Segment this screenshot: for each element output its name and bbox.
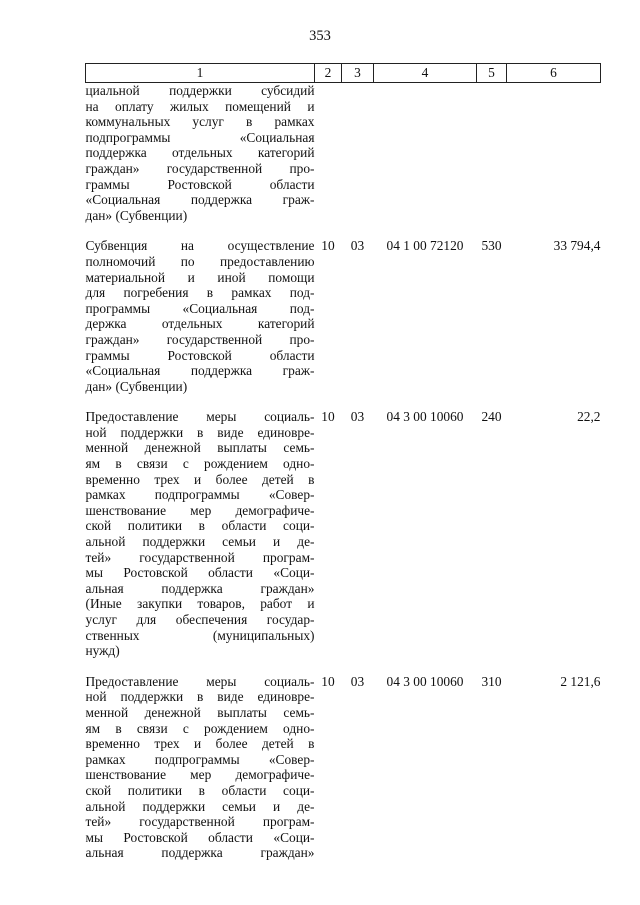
description-line: ям в связи с рождением одно- [85,720,315,736]
row-subsection-code: 03 [350,409,365,425]
description-line: поддержка отдельных категорий [85,145,315,161]
description-line: полномочий по предоставлению [85,253,315,269]
description-line: альной поддержки семьи и де- [85,534,315,550]
description-line: подпрограммы «Социальная [85,129,315,145]
table-row [86,394,601,659]
row-amount: 22,2 [577,409,601,425]
row-expense-type: 530 [481,238,502,254]
column-header-3: 3 [342,64,374,83]
description-line: ной поддержки в виде единовре- [85,424,315,440]
table-row [86,659,601,861]
description-line: материальной и иной помощи [85,269,315,285]
table-row [86,83,601,224]
row-expense-type: 310 [481,673,502,689]
row-target-article: 04 3 00 10060 [386,409,464,425]
column-header-4: 4 [374,64,477,83]
column-header-1: 1 [86,64,315,83]
row-section-code: 10 [321,409,335,425]
row-description [86,83,315,224]
description-line: Субвенция на осуществление [85,238,315,254]
description-line: ям в связи с рождением одно- [85,456,315,472]
description-line: циальной поддержки субсидий [85,83,315,98]
description-line: программы «Социальная под- [85,300,315,316]
description-line: для погребения в рамках под- [85,285,315,301]
description-line: держка отдельных категорий [85,316,315,332]
row-target-article: 04 3 00 10060 [386,673,464,689]
row-target-article: 04 1 00 72120 [386,238,464,254]
page-number: 353 [309,28,331,44]
description-line: ной поддержки в виде единовре- [85,689,315,705]
description-line: дан» (Субвенции) [85,207,188,223]
description-line: временно трех и более детей в [85,471,315,487]
row-amount: 2 121,6 [560,673,601,689]
row-expense-type: 240 [481,409,502,425]
description-line: альная поддержка граждан» [85,580,315,596]
description-line: граммы Ростовской области [85,347,315,363]
description-line: рамках подпрограммы «Совер- [85,751,315,767]
description-line: альной поддержки семьи и де- [85,798,315,814]
budget-table [85,63,601,861]
description-line: коммунальных услуг в рамках [85,114,315,130]
description-line: временно трех и более детей в [85,736,315,752]
row-description [86,659,315,861]
column-header-2: 2 [315,64,342,83]
description-line: шенствование мер демографиче- [85,767,315,783]
row-subsection-code: 03 [350,673,365,689]
description-line: ственных (муниципальных) [85,627,315,643]
description-line: «Социальная поддержка граж- [85,363,315,379]
row-subsection-code: 03 [350,238,365,254]
description-line: на оплату жилых помещений и [85,98,315,114]
row-amount: 33 794,4 [553,238,601,254]
table-row [86,223,601,394]
description-line: Предоставление меры социаль- [85,409,315,425]
description-line: граждан» государственной про- [85,160,315,176]
description-line: альная поддержка граждан» [85,845,315,861]
table-header-row [86,64,601,83]
description-line: граждан» государственной про- [85,331,315,347]
description-line: менной денежной выплаты семь- [85,704,315,720]
description-line: ской политики в области соци- [85,782,315,798]
description-line: услуг для обеспечения государ- [85,612,315,627]
description-line: нужд) [85,643,120,659]
description-line: тей» государственной програм- [85,814,315,830]
description-line: мы Ростовской области «Соци- [85,565,315,581]
description-line: Предоставление меры социаль- [85,673,315,689]
row-section-code: 10 [321,673,335,689]
description-line: ской политики в области соци- [85,518,315,534]
row-target-article [374,83,477,224]
description-line: мы Ростовской области «Соци- [85,829,315,845]
description-line: рамках подпрограммы «Совер- [85,487,315,503]
row-expense-type [477,83,507,224]
row-description [86,223,315,394]
description-line: тей» государственной програм- [85,549,315,565]
row-section-code: 10 [321,238,335,254]
column-header-6: 6 [507,64,601,83]
description-line: (Иные закупки товаров, работ и [85,596,315,612]
description-line: дан» (Субвенции) [85,378,188,394]
description-line: граммы Ростовской области [85,176,315,192]
description-line: менной денежной выплаты семь- [85,440,315,456]
row-amount [507,83,601,224]
description-line: «Социальная поддержка граж- [85,192,315,208]
description-line: шенствование мер демографиче- [85,502,315,518]
column-header-5: 5 [477,64,507,83]
row-subsection-code [342,83,374,224]
row-description [86,394,315,659]
row-section-code [315,83,342,224]
